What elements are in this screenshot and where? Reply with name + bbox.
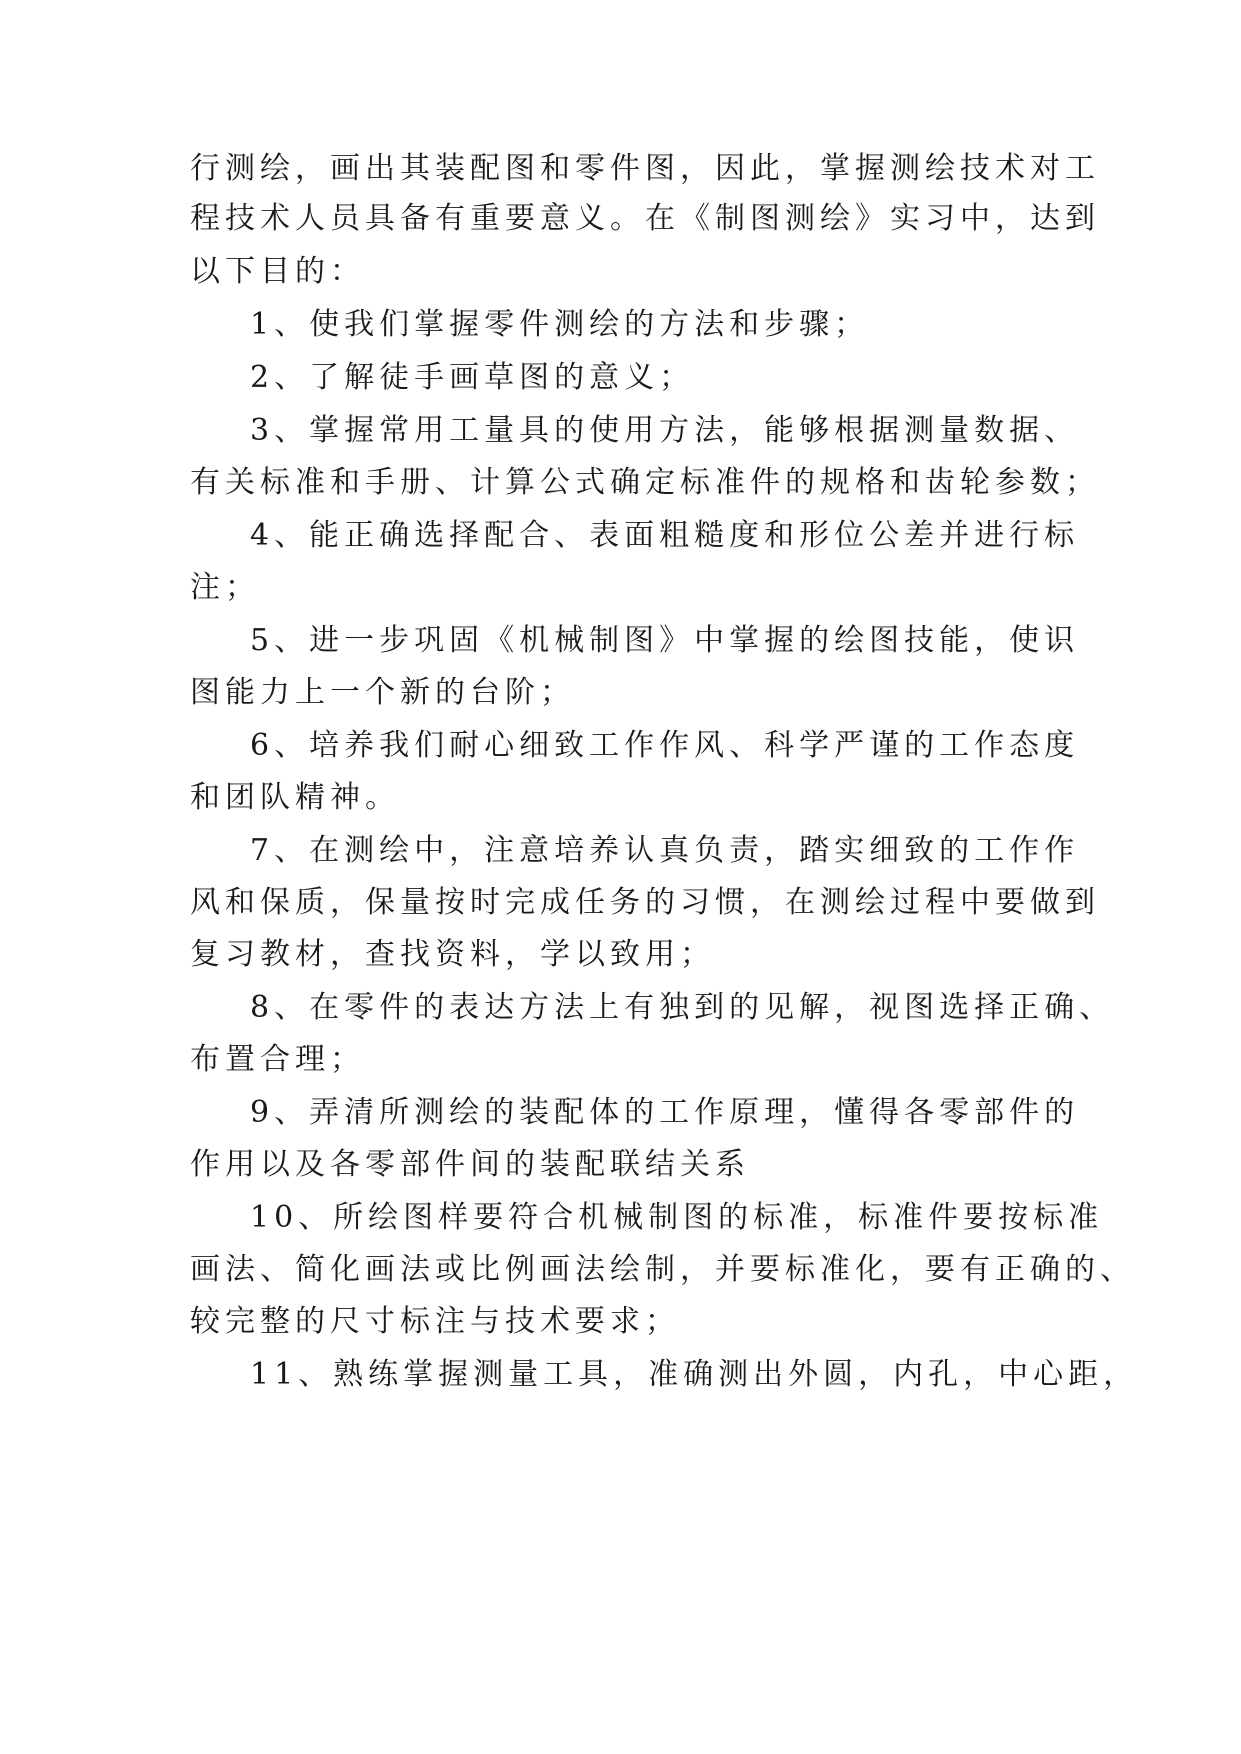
list-item: 5、进一步巩固《机械制图》中掌握的绘图技能，使识 <box>250 623 1080 658</box>
list-item: 2、了解徒手画草图的意义； <box>250 360 695 395</box>
text-line: 复习教材，查找资料，学以致用； <box>190 937 715 972</box>
text-line: 风和保质，保量按时完成任务的习惯，在测绘过程中要做到 <box>190 885 1100 920</box>
list-item: 10、所绘图样要符合机械制图的标准，标准件要按标准 <box>250 1200 1104 1235</box>
list-item: 1、使我们掌握零件测绘的方法和步骤； <box>250 307 870 342</box>
list-item: 8、在零件的表达方法上有独到的见解，视图选择正确、 <box>250 990 1115 1025</box>
text-line: 有关标准和手册、计算公式确定标准件的规格和齿轮参数； <box>190 465 1100 500</box>
text-line: 注； <box>190 570 260 605</box>
list-item: 3、掌握常用工量具的使用方法，能够根据测量数据、 <box>250 413 1080 448</box>
text-line: 布置合理； <box>190 1042 365 1077</box>
text-line: 程技术人员具备有重要意义。在《制图测绘》实习中，达到 <box>190 201 1100 236</box>
text-line: 以下目的： <box>190 254 365 289</box>
list-item: 7、在测绘中，注意培养认真负责，踏实细致的工作作 <box>250 833 1080 868</box>
text-line: 画法、简化画法或比例画法绘制，并要标准化，要有正确的、 <box>190 1252 1135 1287</box>
list-item: 4、能正确选择配合、表面粗糙度和形位公差并进行标 <box>250 518 1080 553</box>
text-line: 和团队精神。 <box>190 780 400 815</box>
text-line: 行测绘，画出其装配图和零件图，因此，掌握测绘技术对工 <box>190 151 1100 186</box>
list-item: 9、弄清所测绘的装配体的工作原理，懂得各零部件的 <box>250 1095 1080 1130</box>
text-line: 图能力上一个新的台阶； <box>190 675 575 710</box>
list-item: 6、培养我们耐心细致工作作风、科学严谨的工作态度 <box>250 728 1080 763</box>
text-line: 较完整的尺寸标注与技术要求； <box>190 1304 680 1339</box>
list-item: 11、熟练掌握测量工具，准确测出外圆，内孔，中心距， <box>250 1357 1139 1392</box>
text-line: 作用以及各零部件间的装配联结关系 <box>190 1147 750 1182</box>
